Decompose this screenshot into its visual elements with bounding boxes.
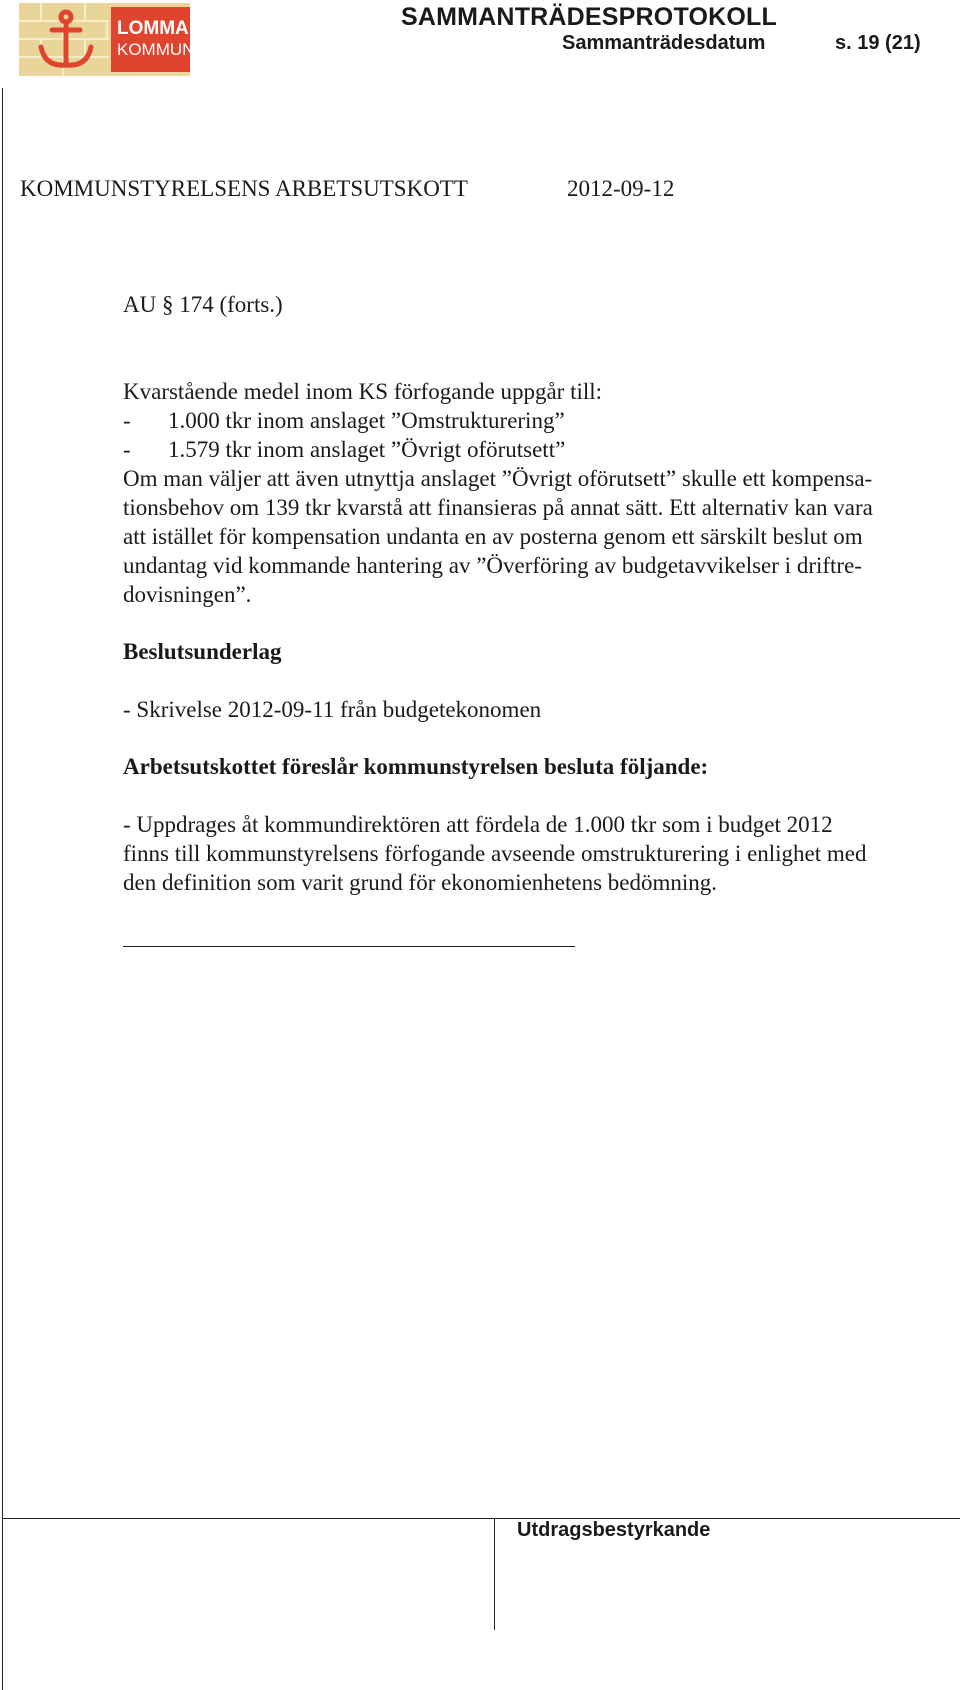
basis-item: - Skrivelse 2012-09-11 från budgetekonomen <box>123 697 542 722</box>
list-item: - 1.579 tkr inom anslaget ”Övrigt oförutsett” <box>123 437 566 462</box>
paragraph-line: tionsbehov om 139 tkr kvarstå att finansieras på annat sätt. Ett alternativ kan vara <box>123 495 873 520</box>
svg-text:LOMMA: LOMMA <box>117 18 189 39</box>
paragraph-line: Om man väljer att även utnyttja anslaget ”Övrigt oförutsett” skulle ett kompensa- <box>123 466 873 491</box>
body-intro: Kvarstående medel inom KS förfogande uppgår till: <box>123 379 603 404</box>
paragraph-reference: AU § 174 (forts.) <box>123 292 283 317</box>
proposal-line: finns till kommunstyrelsens förfogande avseende omstrukturering i enlighet med <box>123 841 867 866</box>
body-text <box>123 377 943 609</box>
proposal-heading: Arbetsutskottet föreslår kommunstyrelsen besluta följande: <box>123 754 709 779</box>
bullet-marker: - <box>123 408 131 433</box>
list-item: - 1.000 tkr inom anslaget ”Omstrukturering” <box>123 408 565 433</box>
proposal-line: - Uppdrages åt kommundirektören att fördela de 1.000 tkr som i budget 2012 <box>123 812 833 837</box>
svg-text:KOMMUN: KOMMUN <box>117 40 190 59</box>
footer-rule <box>2 1518 960 1519</box>
end-rule <box>123 946 575 947</box>
committee-name: KOMMUNSTYRELSENS ARBETSUTSKOTT <box>20 176 468 201</box>
page-number: s. 19 (21) <box>835 32 921 54</box>
bullet-marker: - <box>123 437 131 462</box>
paragraph-line: dovisningen”. <box>123 582 252 607</box>
meeting-date-label: Sammanträdesdatum <box>562 32 766 54</box>
document-title: SAMMANTRÄDESPROTOKOLL <box>401 3 777 31</box>
lomma-kommun-logo <box>19 3 190 76</box>
left-margin-rule <box>2 88 3 1690</box>
proposal-text <box>123 810 943 897</box>
proposal-line: den definition som varit grund för ekonomienhetens bedömning. <box>123 870 718 895</box>
paragraph-line: att istället för kompensation undanta en av posterna genom ett särskilt beslut om <box>123 524 863 549</box>
attestation-label: Utdragsbestyrkande <box>517 1519 711 1541</box>
basis-heading: Beslutsunderlag <box>123 639 282 664</box>
footer-divider <box>494 1518 495 1630</box>
meeting-date: 2012-09-12 <box>567 176 675 201</box>
paragraph-line: undantag vid kommande hantering av ”Överföring av budgetavvikelser i driftre- <box>123 553 862 578</box>
